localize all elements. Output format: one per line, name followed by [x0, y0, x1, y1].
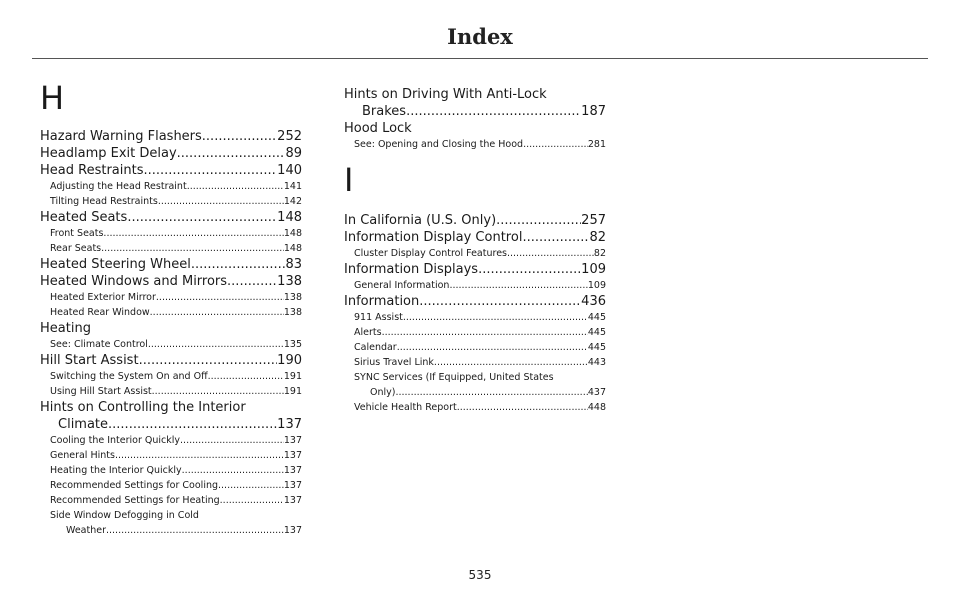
index-subentry[interactable]: General Information ..... 109: [344, 278, 606, 293]
index-subentry[interactable]: See: Climate Control ..... 135: [40, 337, 302, 352]
index-entry[interactable]: Information Display Control ..... 82: [344, 229, 606, 246]
index-subentry[interactable]: Heated Exterior Mirror ..... 138: [40, 290, 302, 305]
page-ref: 257: [581, 213, 606, 228]
index-subentry[interactable]: Cooling the Interior Quickly ..... 137: [40, 433, 302, 448]
section-letter: H: [40, 79, 65, 117]
index-subentry[interactable]: Rear Seats ..... 148: [40, 241, 302, 256]
index-subentry[interactable]: Tilting Head Restraints ..... 142: [40, 194, 302, 209]
index-subentry[interactable]: Calendar ..... 445: [344, 340, 606, 355]
index-subentry[interactable]: Adjusting the Head Restraint ..... 141: [40, 179, 302, 194]
index-subentry[interactable]: Cluster Display Control Features ..... 82: [344, 246, 606, 261]
page-ref: 83: [285, 257, 302, 272]
index-column-left: [40, 78, 302, 538]
index-subentry-line2[interactable]: Weather ..... 137: [40, 523, 302, 538]
page-ref: 252: [277, 129, 302, 144]
index-subentry[interactable]: Heated Rear Window ..... 138: [40, 305, 302, 320]
page-ref: 137: [277, 417, 302, 432]
page-ref: 82: [589, 230, 606, 245]
index-subentry[interactable]: 911 Assist ..... 445: [344, 310, 606, 325]
index-subentry-line1[interactable]: SYNC Services (If Equipped, United States: [354, 372, 554, 383]
page-ref: 109: [581, 262, 606, 277]
index-entry[interactable]: Hood Lock: [344, 121, 412, 136]
index-entry[interactable]: Heated Windows and Mirrors ..... 138: [40, 273, 302, 290]
index-entry-line1[interactable]: Hints on Driving With Anti-Lock: [344, 87, 547, 102]
index-entry[interactable]: Information ..... 436: [344, 293, 606, 310]
page-ref: 187: [581, 104, 606, 119]
header-divider: [32, 58, 928, 59]
index-column-right: [344, 86, 606, 415]
index-entry[interactable]: Heated Seats ..... 148: [40, 209, 302, 226]
index-subentry[interactable]: Heating the Interior Quickly ..... 137: [40, 463, 302, 478]
index-subentry[interactable]: Alerts ..... 445: [344, 325, 606, 340]
index-subentry-line1[interactable]: Side Window Defogging in Cold: [50, 510, 199, 521]
page-ref: 138: [277, 274, 302, 289]
index-subentry[interactable]: Vehicle Health Report ..... 448: [344, 400, 606, 415]
index-entry[interactable]: In California (U.S. Only) ..... 257: [344, 212, 606, 229]
index-entry[interactable]: Heating: [40, 321, 91, 336]
index-entry[interactable]: Headlamp Exit Delay ..... 89: [40, 145, 302, 162]
index-subentry[interactable]: See: Opening and Closing the Hood ..... 281: [344, 137, 606, 152]
index-entry[interactable]: Heated Steering Wheel ..... 83: [40, 256, 302, 273]
index-entry[interactable]: Head Restraints ..... 140: [40, 162, 302, 179]
page-ref: 140: [277, 163, 302, 178]
index-subentry[interactable]: Switching the System On and Off ..... 191: [40, 369, 302, 384]
index-entry[interactable]: Hazard Warning Flashers ..... 252: [40, 128, 302, 145]
index-entry-line1[interactable]: Hints on Controlling the Interior: [40, 400, 246, 415]
index-entry-line2[interactable]: Brakes ..... 187: [344, 103, 606, 120]
page-ref: 436: [581, 294, 606, 309]
index-entry-line2[interactable]: Climate ..... 137: [40, 416, 302, 433]
index-subentry-line2[interactable]: Only) ..... 437: [344, 385, 606, 400]
index-subentry[interactable]: Recommended Settings for Cooling ..... 137: [40, 478, 302, 493]
page-ref: 190: [277, 353, 302, 368]
index-subentry[interactable]: Using Hill Start Assist ..... 191: [40, 384, 302, 399]
index-subentry[interactable]: Sirius Travel Link ..... 443: [344, 355, 606, 370]
page-number: 535: [468, 568, 492, 582]
section-letter: I: [344, 161, 354, 199]
index-subentry[interactable]: Recommended Settings for Heating ..... 137: [40, 493, 302, 508]
index-entry[interactable]: Information Displays ..... 109: [344, 261, 606, 278]
index-subentry[interactable]: General Hints ..... 137: [40, 448, 302, 463]
index-subentry[interactable]: Front Seats ..... 148: [40, 226, 302, 241]
index-entry[interactable]: Hill Start Assist ..... 190: [40, 352, 302, 369]
page-ref: 89: [285, 146, 302, 161]
page-title: Index: [447, 24, 513, 49]
page-ref: 148: [277, 210, 302, 225]
